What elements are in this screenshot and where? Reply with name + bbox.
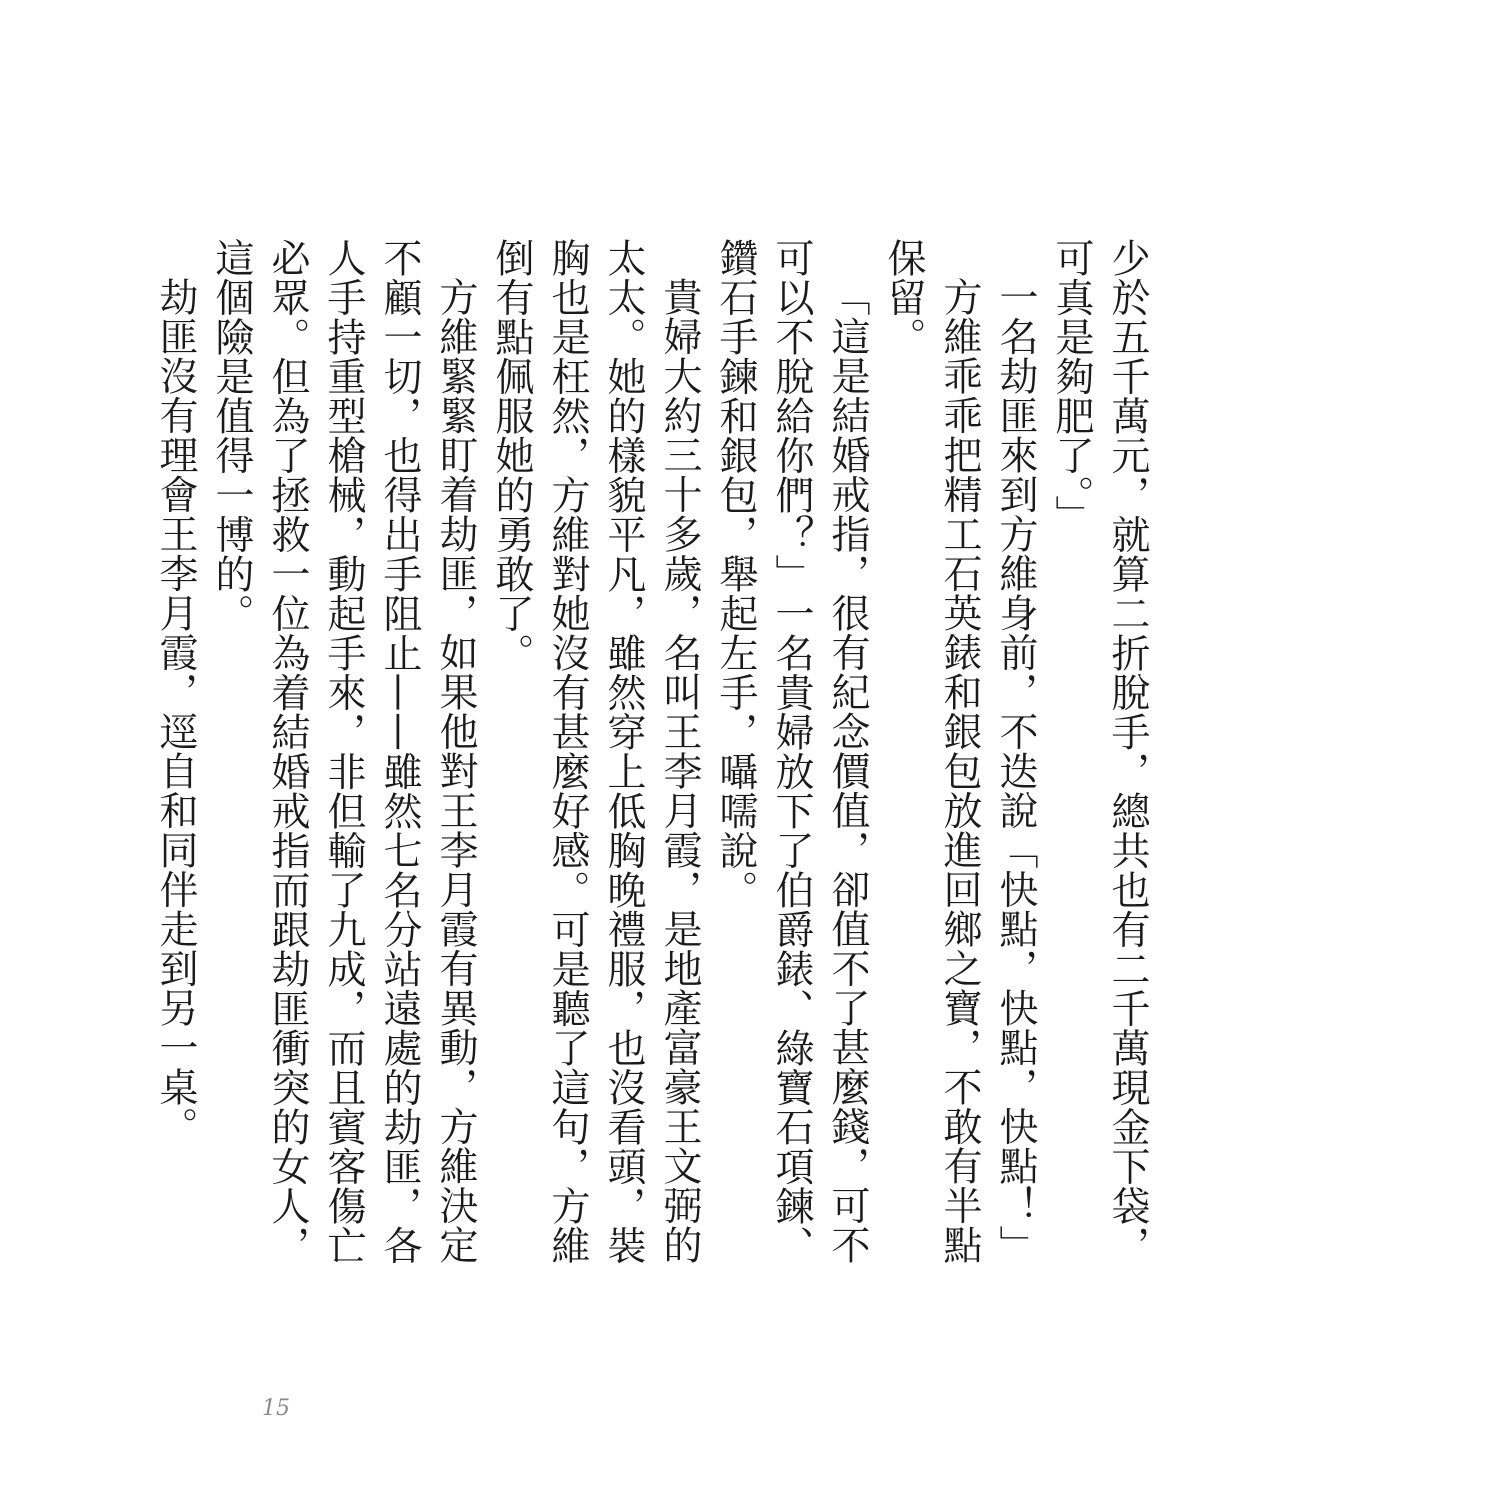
paragraph-3: 方維乖乖把精工石英錶和銀包放進回鄉之寶，不敢有半點保留。: [881, 238, 982, 1265]
paragraph-7: 劫匪沒有理會王李月霞，逕自和同伴走到另一桌。: [153, 277, 198, 1146]
paragraph-5: 貴婦大約三十多歲，名叫王李月霞，是地產富豪王文弼的太太。她的樣貌平凡，雖然穿上低胸晚禮服，也沒看頭，裝胸也是枉然，方維對她沒有甚麼好感。可是聽了這句，方維倒有點佩服她的勇敢了。: [489, 238, 702, 1265]
paragraph-4: 「這是結婚戒指，很有紀念價值，卻值不了甚麼錢，可不可以不脫給你們？」一名貴婦放下了伯爵錶、綠寶石項鍊、鑽石手鍊和銀包，舉起左手，囁嚅說。: [713, 238, 870, 1265]
paragraph-2: 一名劫匪來到方維身前，不迭說「快點，快點，快點！」: [993, 277, 1038, 1265]
paragraph-1: 少於五千萬元，就算二折脫手，總共也有二千萬現金下袋，可真是夠肥了。」: [1049, 238, 1150, 1265]
vertical-text-body: [147, 238, 1155, 1278]
paragraph-6: 方維緊緊盯着劫匪，如果他對王李月霞有異動，方維決定不顧一切，也得出手阻止——雖然七名分站遠處的劫匪，各人手持重型槍械，動起手來，非但輸了九成，而且賓客傷亡必眾。但為了拯救一位為着結婚戒指而跟劫匪衝突的女人，這個險是值得一博的。: [209, 238, 478, 1265]
page-number: 15: [262, 1396, 290, 1421]
